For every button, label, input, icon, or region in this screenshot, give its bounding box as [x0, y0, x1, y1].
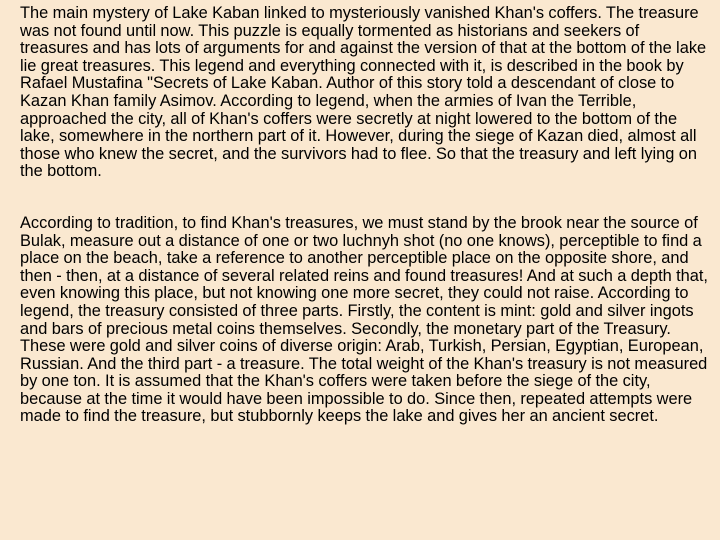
paragraph-lake-kaban-mystery: The main mystery of Lake Kaban linked to mysteriously vanished Khan's coffers. The treasure was not found until now. This puzzle is equally tormented as historians and seekers of treasures and has lots of arguments for and against the version of that at the bottom of the lake lie great treasures. This legend and everything connected with it, is described in the book by Rafael Mustafina "Secrets of Lake Kaban. Author of this story told a descendant of close to Kazan Khan family Asimov. According to legend, when the armies of Ivan the Terrible, approached the city, all of Khan's coffers were secretly at night lowered to the bottom of the lake, somewhere in the northern part of it. However, during the siege of Kazan died, almost all those who knew the secret, and the survivors had to flee. So that the treasury and left lying on the bottom. [20, 4, 707, 181]
paragraph-treasure-tradition: According to tradition, to find Khan's treasures, we must stand by the brook near the source of Bulak, measure out a distance of one or two luchnyh shot (no one knows), perceptible to find a place on the beach, take a reference to another perceptible place on the opposite shore, and then - then, at a distance of several related reins and found treasures! And at such a depth that, even knowing this place, but not knowing one more secret, they could not raise. According to legend, the treasury consisted of three parts. Firstly, the content is mint: gold and silver ingots and bars of precious metal coins themselves. Secondly, the monetary part of the Treasury. These were gold and silver coins of diverse origin: Arab, Turkish, Persian, Egyptian, European, Russian. And the third part - a treasure. The total weight of the Khan's treasury is not measured by one ton. It is assumed that the Khan's coffers were taken before the siege of the city, because at the time it would have been impossible to do. Since then, repeated attempts were made to find the treasure, but stubbornly keeps the lake and gives her an ancient secret. [20, 213, 708, 426]
